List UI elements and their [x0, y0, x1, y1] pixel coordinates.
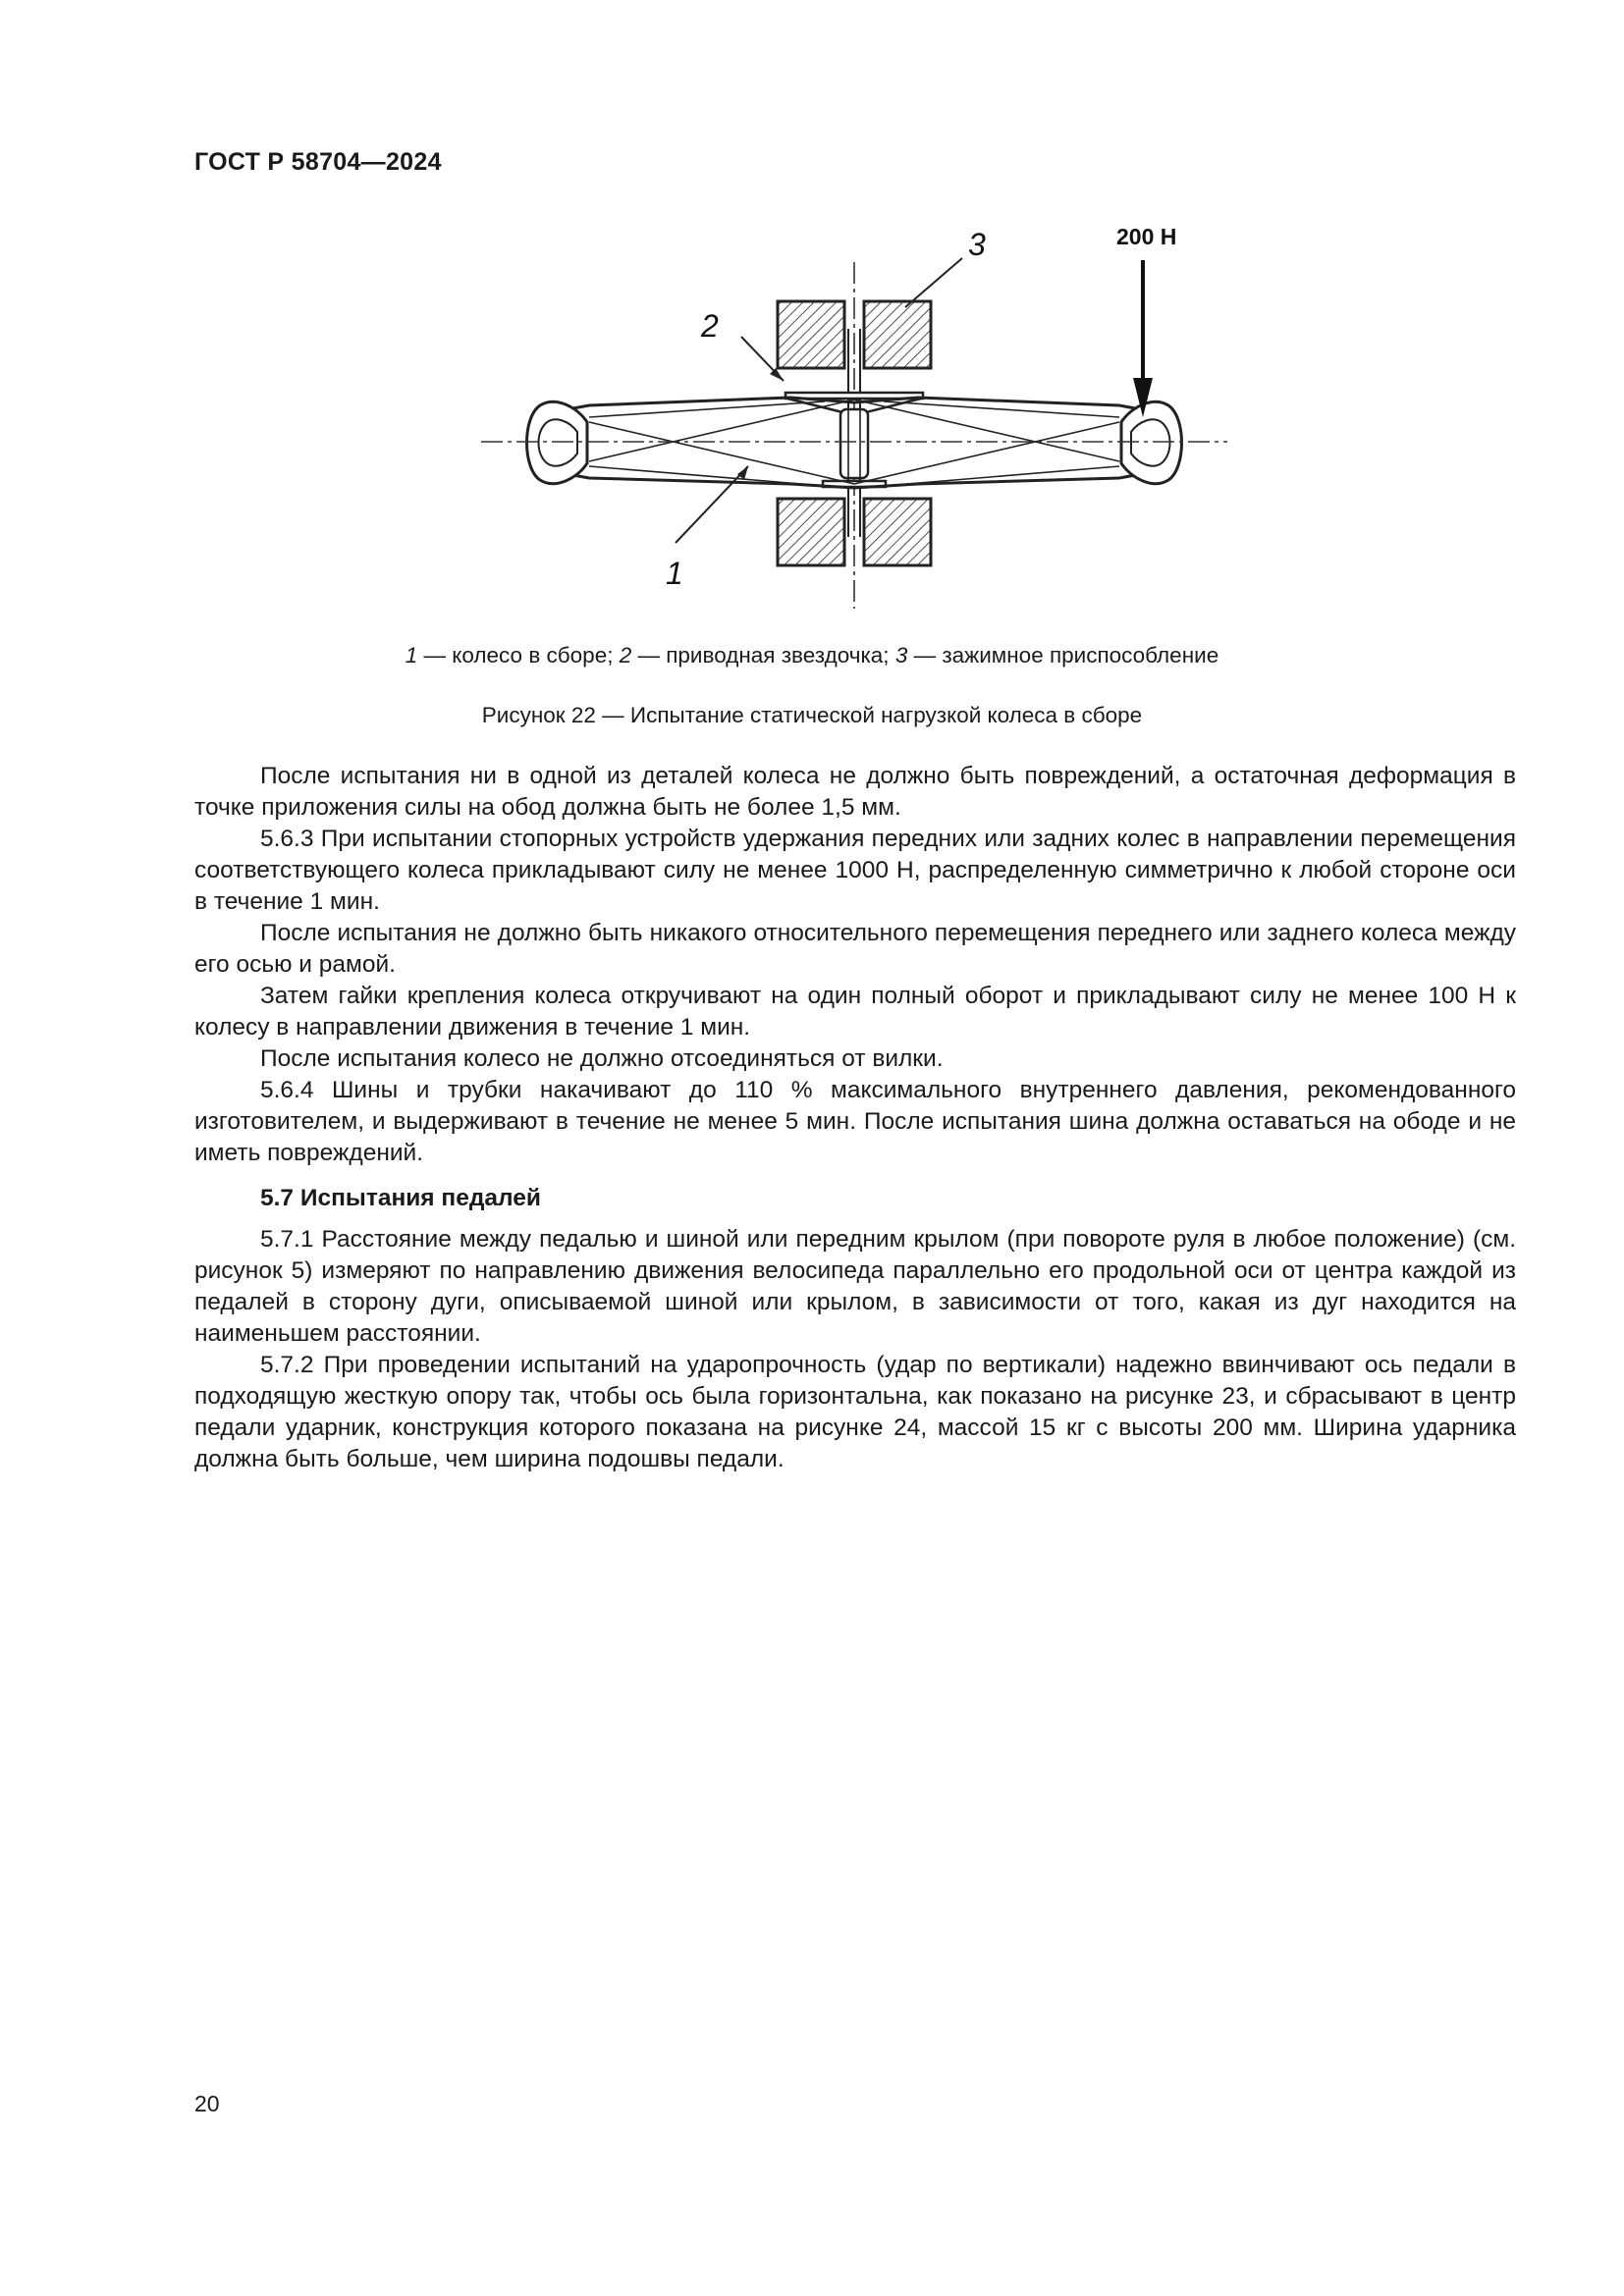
legend-text-1: — колесо в сборе; — [417, 643, 620, 667]
clamp-block-bottom-right — [864, 499, 931, 565]
wheel-assembly — [535, 398, 1173, 488]
callout-2: 2 — [701, 308, 719, 344]
paragraph: 5.6.3 При испытании стопорных устройств удержания передних или задних колес в направлении перемещения соответствующего колеса прикладывают силу не менее 1000 Н, распределенную симметрично к любой стороне оси в течение 1 мин. — [194, 826, 1516, 915]
clamp-block-top-right — [864, 301, 931, 368]
callout-3: 3 — [968, 227, 986, 262]
paragraph: 5.7.1 Расстояние между педалью и шиной или передним крылом (при повороте руля в любое положение) (см. рисунок 5) измеряют по направлению движения велосипеда параллельно его продольной оси от центра каждой из педалей в сторону дуги, описываемой шиной или крылом, в зависимости от того, какая из дуг находится на наименьшем расстоянии. — [194, 1226, 1516, 1347]
paragraph: 5.7.2 При проведении испытаний на ударопрочность (удар по вертикали) надежно ввинчивают ось педали в подходящую жесткую опору так, чтобы ось была горизонтальна, как показано на рисунке 23, и сбрасывают в центр педали ударник, конструкция которого показана на рисунке 24, массой 15 кг с высоты 200 мм. Ширина ударника должна быть больше, чем ширина подошвы педали. — [194, 1352, 1516, 1472]
legend-text-2: — приводная звездочка; — [631, 643, 895, 667]
section-title: 5.7 Испытания педалей — [260, 1185, 541, 1211]
paragraph: После испытания ни в одной из деталей колеса не должно быть повреждений, а остаточная деформация в точке приложения силы на обод должна быть не более 1,5 мм. — [194, 763, 1516, 821]
figure-legend — [0, 643, 1624, 668]
paragraph: 5.6.4 Шины и трубки накачивают до 110 % максимального внутреннего давления, рекомендованного изготовителем, и выдерживают в течение не менее 5 мин. После испытания шина должна оставаться на ободе и не иметь повреждений. — [194, 1077, 1516, 1166]
clamp-block-bottom-left — [778, 499, 844, 565]
document-header: ГОСТ Р 58704—2024 — [194, 148, 442, 176]
force-label: 200 Н — [1116, 224, 1177, 249]
rim-section-right — [1121, 401, 1182, 483]
legend-num-3: 3 — [894, 643, 908, 667]
figure-wheel-static-load — [461, 221, 1247, 614]
page-number: 20 — [194, 2091, 220, 2116]
legend-num-2: 2 — [619, 643, 632, 667]
paragraph: Затем гайки крепления колеса откручивают на один полный оборот и прикладывают силу не менее 100 Н к колесу в направлении движения в течение 1 мин. — [194, 983, 1516, 1041]
callout-arrowheads — [737, 368, 784, 480]
body-text — [194, 761, 1516, 1475]
rim-section-left — [527, 401, 588, 483]
paragraph: После испытания колесо не должно отсоединяться от вилки. — [260, 1045, 944, 1072]
paragraph: После испытания не должно быть никакого относительного перемещения переднего или заднего колеса между его осью и рамой. — [194, 920, 1516, 978]
legend-num-1: 1 — [405, 643, 418, 667]
force-arrow — [1133, 260, 1153, 417]
figure-caption: Рисунок 22 — Испытание статической нагрузкой колеса в сборе — [481, 703, 1143, 727]
legend-text-3: — зажимное приспособление — [907, 643, 1219, 667]
callout-1: 1 — [666, 556, 683, 591]
clamp-block-top-left — [778, 301, 844, 368]
